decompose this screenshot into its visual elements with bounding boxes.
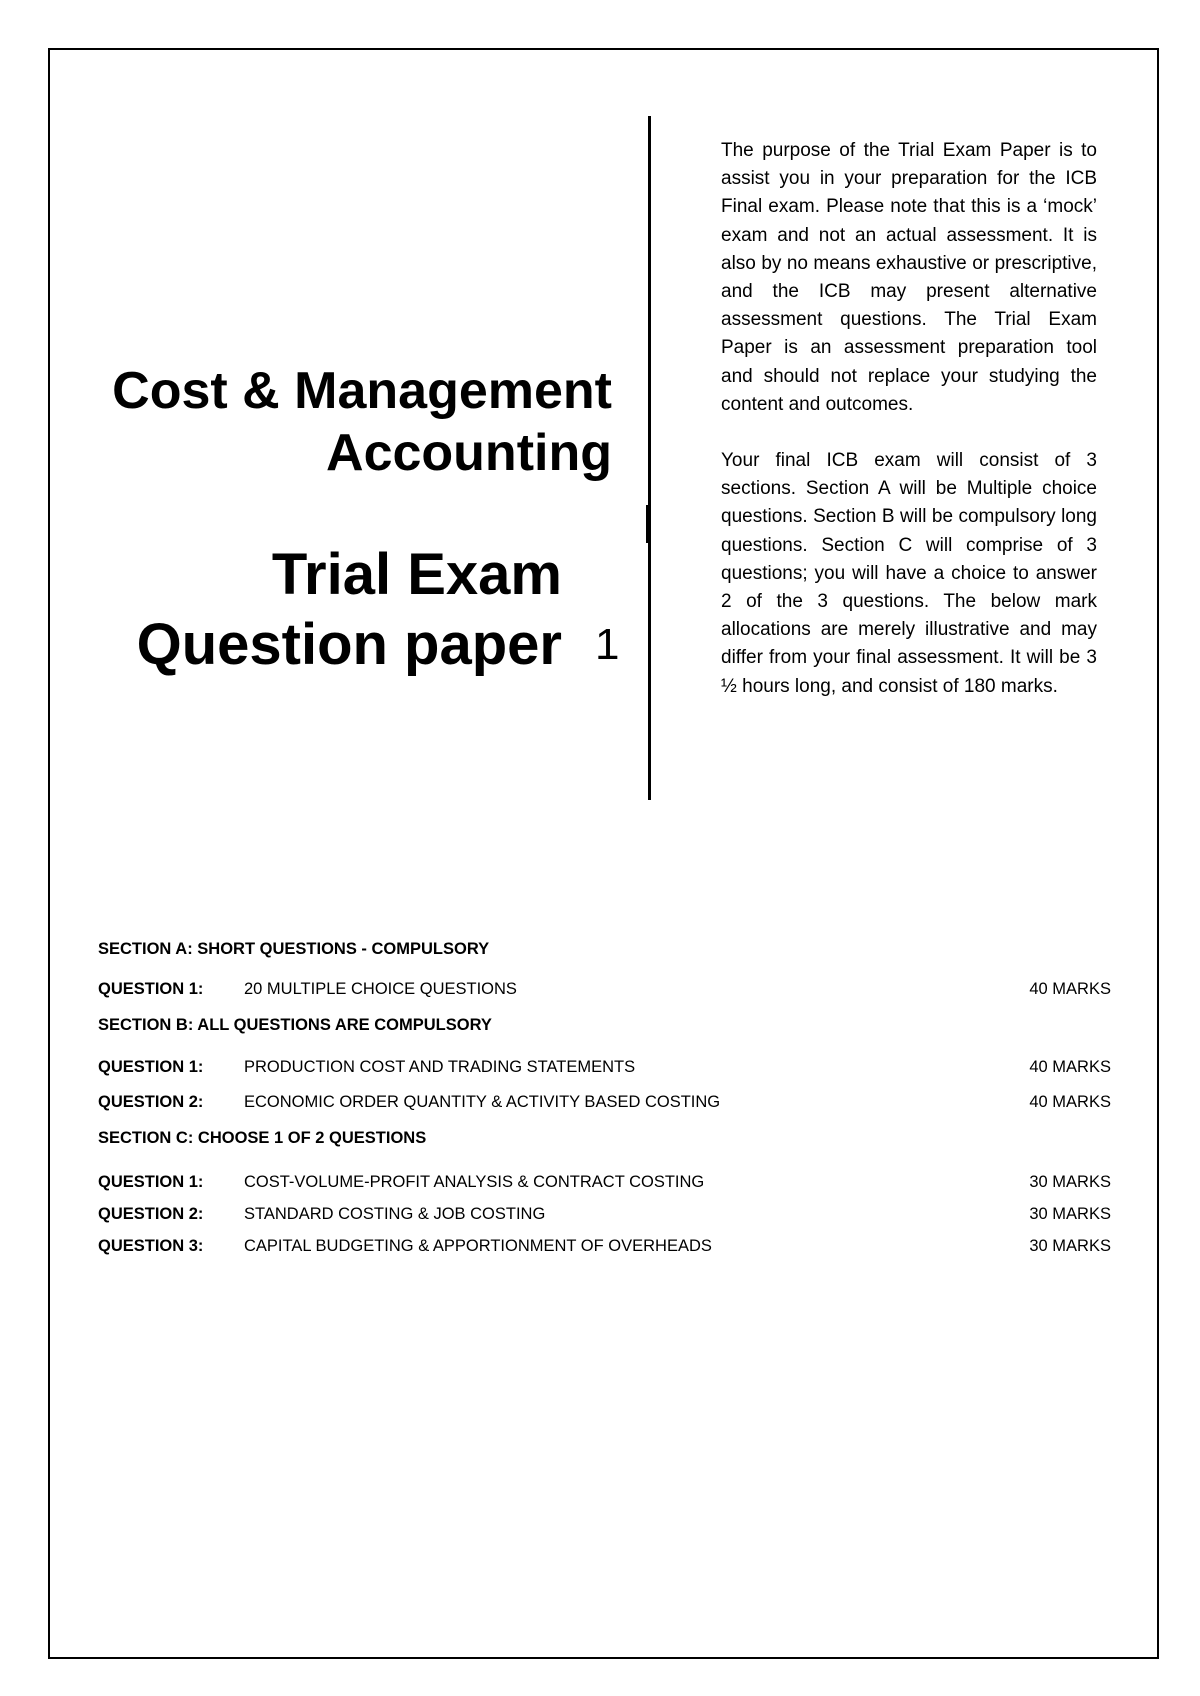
exam-title-line2: Question paper [136, 612, 562, 677]
section-c-heading: SECTION C: CHOOSE 1 OF 2 QUESTIONS [98, 1129, 427, 1147]
intro-text [721, 137, 1097, 729]
question-label: QUESTION 1: [98, 980, 204, 998]
question-title: PRODUCTION COST AND TRADING STATEMENTS [244, 1058, 636, 1076]
subject-title-line2: Accounting [326, 424, 612, 482]
intro-paragraph-purpose: The purpose of the Trial Exam Paper is to assist you in your preparation for the ICB Final exam. Please note that this is a ‘mock’ exam and not an actual assessment. It is also by no means exhaustive or prescriptive, and the ICB may present alternative assessment questions. The Trial Exam Paper is an assessment preparation tool and should not replace your studying the content and outcomes. [721, 140, 1097, 415]
section-a-heading: SECTION A: SHORT QUESTIONS - COMPULSORY [98, 940, 490, 958]
question-label: QUESTION 2: [98, 1093, 204, 1111]
question-title: STANDARD COSTING & JOB COSTING [244, 1205, 546, 1223]
paper-number: 1 [595, 620, 620, 669]
question-label: QUESTION 1: [98, 1173, 204, 1191]
vertical-divider-mark [646, 505, 651, 543]
question-marks: 30 MARKS [1029, 1237, 1111, 1255]
question-row [98, 1198, 1111, 1230]
subject-title [60, 360, 612, 484]
question-marks: 40 MARKS [1029, 1058, 1111, 1076]
question-row [98, 1086, 1111, 1118]
intro-paragraph-structure: Your final ICB exam will consist of 3 sections. Section A will be Multiple choice questions. Section B will be compulsory long questions. Section C will comprise of 3 questions; you will have a choice to answer 2 of the 3 questions. The below mark allocations are merely illustrative and may differ from your final assessment. It will be 3 ½ hours long, and consist of 180 marks. [721, 450, 1097, 697]
question-title: COST-VOLUME-PROFIT ANALYSIS & CONTRACT COSTING [244, 1173, 705, 1191]
question-marks: 30 MARKS [1029, 1173, 1111, 1191]
question-label: QUESTION 1: [98, 1058, 204, 1076]
question-row [98, 1166, 1111, 1198]
question-sections [98, 935, 1111, 1262]
question-marks: 40 MARKS [1029, 980, 1111, 998]
question-label: QUESTION 3: [98, 1237, 204, 1255]
vertical-divider [648, 116, 651, 800]
question-row [98, 973, 1111, 1005]
question-marks: 30 MARKS [1029, 1205, 1111, 1223]
exam-title-line1: Trial Exam [271, 542, 562, 607]
question-title: CAPITAL BUDGETING & APPORTIONMENT OF OVERHEADS [244, 1237, 712, 1255]
question-label: QUESTION 2: [98, 1205, 204, 1223]
question-marks: 40 MARKS [1029, 1093, 1111, 1111]
section-b-heading: SECTION B: ALL QUESTIONS ARE COMPULSORY [98, 1016, 492, 1034]
question-title: ECONOMIC ORDER QUANTITY & ACTIVITY BASED COSTING [244, 1093, 721, 1111]
question-title: 20 MULTIPLE CHOICE QUESTIONS [244, 980, 517, 998]
subject-title-line1: Cost & Management [112, 362, 612, 420]
question-row [98, 1051, 1111, 1083]
exam-title [60, 540, 562, 680]
question-row [98, 1230, 1111, 1262]
